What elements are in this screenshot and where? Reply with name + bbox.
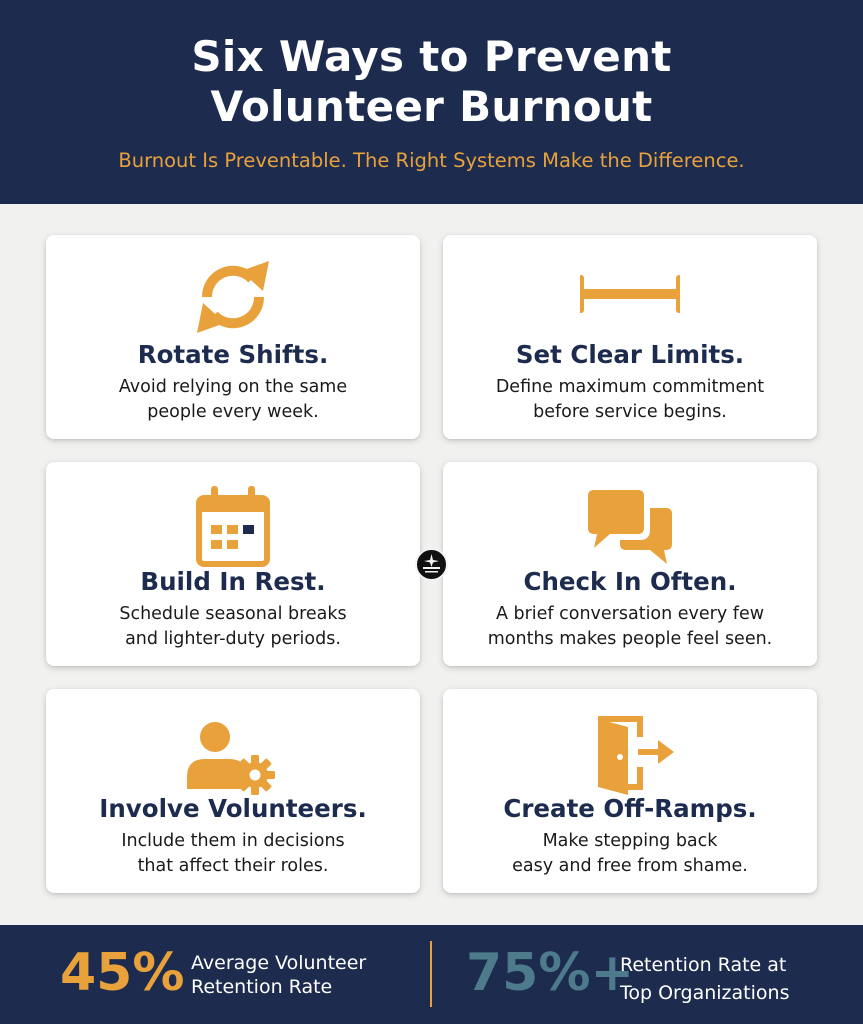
title-line-1: Six Ways to Prevent — [191, 32, 672, 81]
card-desc-line-2: and lighter-duty periods. — [125, 629, 341, 649]
card-desc-line-1: Avoid relying on the same — [118, 377, 348, 397]
card-desc-line-2: people every week. — [147, 402, 319, 422]
stat-average-retention-value: 45% — [60, 943, 185, 1003]
card-build-in-rest — [46, 462, 420, 666]
stat-average-retention-label — [191, 951, 411, 999]
card-title: Check In Often. — [523, 567, 737, 596]
card-title: Involve Volunteers. — [99, 794, 367, 823]
card-desc-line-2: easy and free from shame. — [512, 856, 748, 876]
card-description — [56, 375, 410, 425]
card-desc-line-1: Schedule seasonal breaks — [119, 604, 347, 624]
card-desc-line-1: Include them in decisions — [121, 831, 345, 851]
page-subtitle: Burnout Is Preventable. The Right Systems Make the Difference. — [118, 149, 745, 172]
card-set-clear-limits — [443, 235, 817, 439]
calendar-icon — [183, 478, 283, 570]
card-desc-line-1: Make stepping back — [542, 831, 718, 851]
rotate-arrows-icon — [183, 251, 283, 343]
card-title: Create Off-Ramps. — [503, 794, 757, 823]
card-description — [56, 602, 410, 652]
card-desc-line-2: that affect their roles. — [137, 856, 329, 876]
card-desc-line-2: months makes people feel seen. — [487, 629, 773, 649]
stat-top-retention-label — [620, 951, 850, 1007]
card-involve-volunteers — [46, 689, 420, 893]
header-banner — [0, 0, 863, 204]
footer-divider — [430, 941, 432, 1007]
exit-door-icon — [580, 705, 680, 797]
card-title: Set Clear Limits. — [515, 340, 745, 369]
card-desc-line-1: A brief conversation every few — [495, 604, 765, 624]
card-desc-line-1: Define maximum commitment — [495, 377, 765, 397]
stat1-label-line-2: Retention Rate — [191, 976, 333, 998]
card-create-off-ramps — [443, 689, 817, 893]
card-check-in-often — [443, 462, 817, 666]
stat-top-retention-value: 75%+ — [466, 943, 635, 1003]
stat2-label-line-1: Retention Rate at — [620, 954, 787, 976]
card-description — [453, 375, 807, 425]
card-description — [453, 829, 807, 879]
card-description — [453, 602, 807, 652]
stat1-label-line-1: Average Volunteer — [191, 952, 367, 974]
page-title — [0, 32, 863, 132]
card-desc-line-2: before service begins. — [533, 402, 727, 422]
stats-footer — [0, 925, 863, 1024]
title-line-2: Volunteer Burnout — [210, 82, 653, 131]
card-title: Build In Rest. — [140, 567, 326, 596]
stat2-label-line-2: Top Organizations — [620, 982, 790, 1004]
card-rotate-shifts — [46, 235, 420, 439]
card-title: Rotate Shifts. — [137, 340, 329, 369]
person-gear-icon — [183, 705, 283, 797]
chat-bubbles-icon — [580, 478, 680, 570]
limit-bar-icon — [580, 251, 680, 343]
card-description — [56, 829, 410, 879]
logo-badge-icon — [415, 548, 448, 581]
